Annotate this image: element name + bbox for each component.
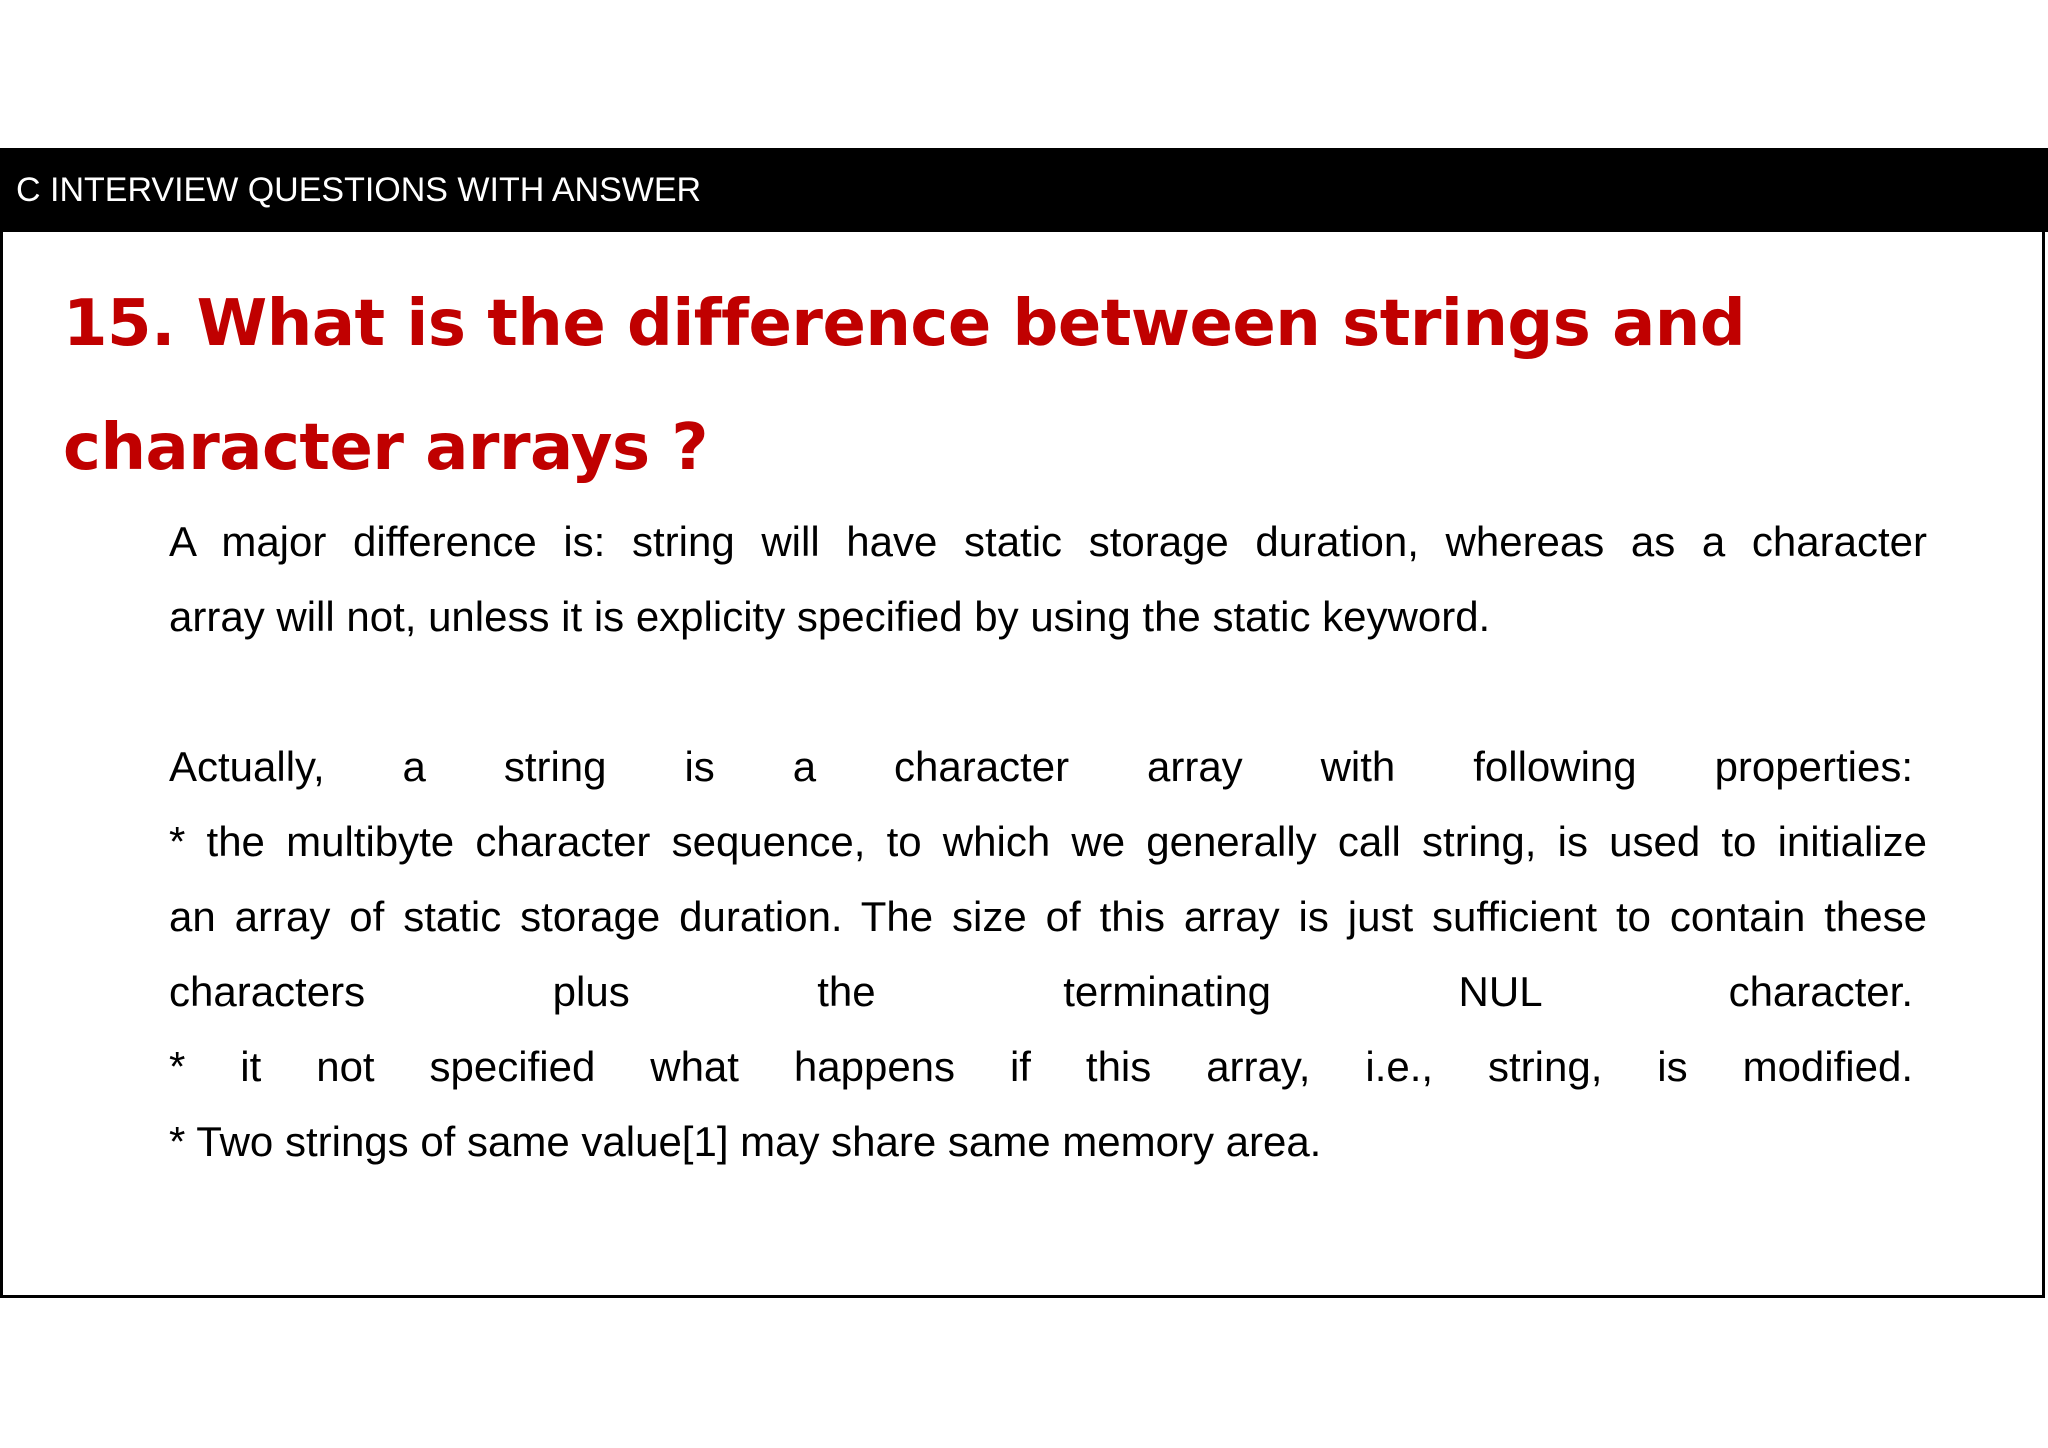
header-bar (0, 148, 2048, 232)
answer-line-4: * the multibyte character sequence, to which we generally call string, is used to initialize (169, 818, 1927, 865)
answer-line-3: Actually, a string is a character array with following properties: (169, 743, 1913, 790)
question-line-2: character arrays ? (63, 411, 708, 485)
answer-line-6: characters plus the terminating NUL character. (169, 968, 1913, 1015)
question-line-1: 15. What is the difference between strings and (63, 287, 1746, 361)
answer-line-2: array will not, unless it is explicity specified by using the static keyword. (169, 593, 1491, 640)
paragraph-spacer (169, 654, 1927, 729)
content-frame (0, 232, 2045, 1298)
answer-line-5: an array of static storage duration. The size of this array is just sufficient to contain these (169, 893, 1927, 940)
answer-line-8: * Two strings of same value[1] may share same memory area. (169, 1118, 1322, 1165)
answer-line-1: A major difference is: string will have static storage duration, whereas as a character (169, 518, 1927, 565)
header-title: C INTERVIEW QUESTIONS WITH ANSWER (16, 171, 702, 209)
question-heading (63, 262, 1753, 510)
answer-body (169, 504, 1927, 1179)
answer-line-7: * it not specified what happens if this array, i.e., string, is modified. (169, 1043, 1913, 1090)
